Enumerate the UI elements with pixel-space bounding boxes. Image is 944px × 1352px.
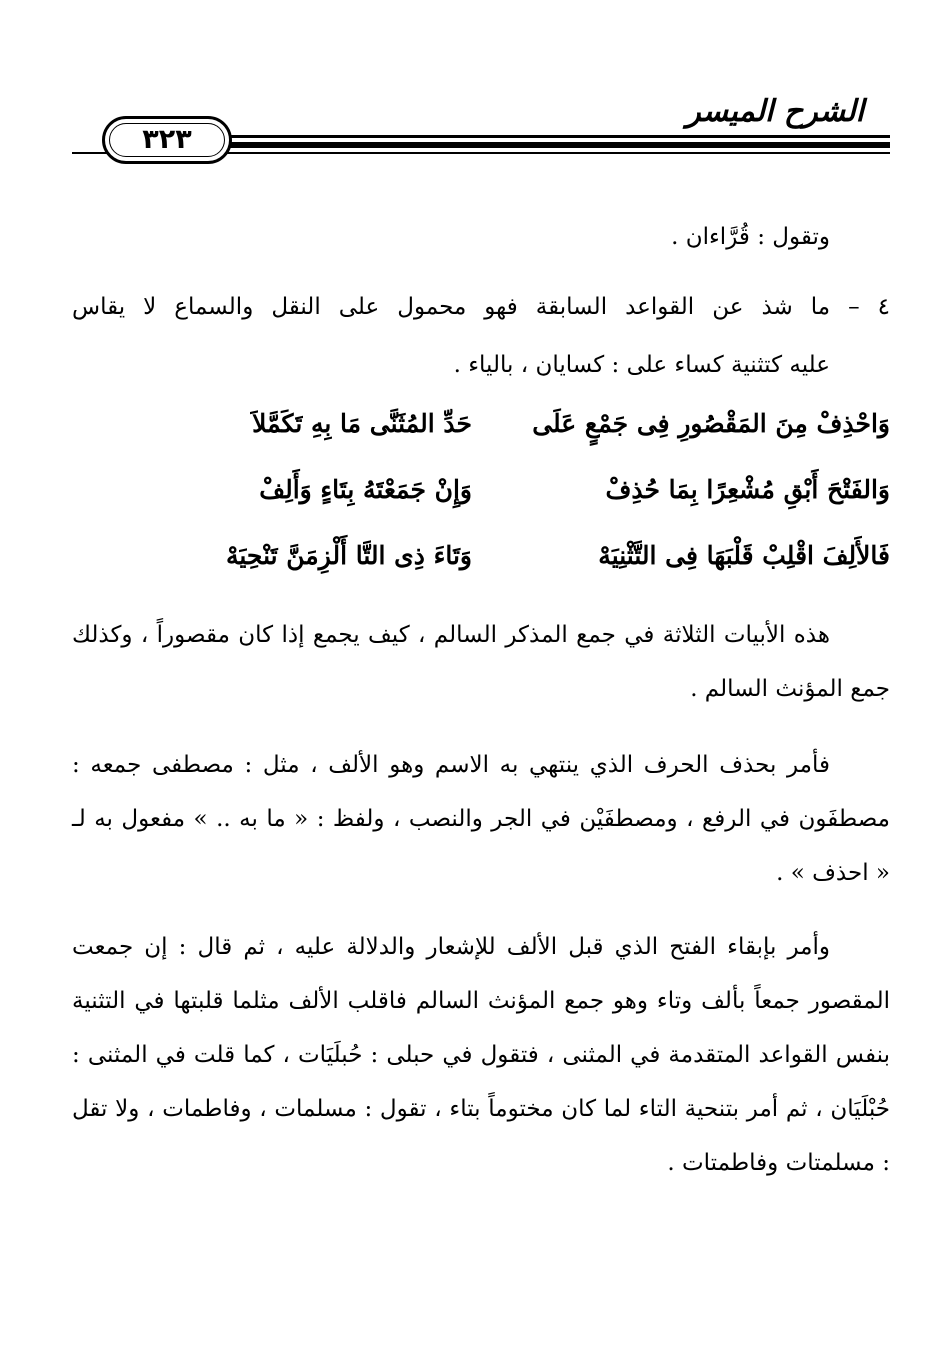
- paragraph-3: وأمر بإبقاء الفتح الذي قبل الألف للإشعار والدلالة عليه ، ثم قال : إن جمعت المقصور جمعاً بألف وتاء وهو جمع المؤنث السالم فاقلب الألف مثلما قلبتها في التثنية بنفس القواعد المتقدمة في المثنى ، فتقول في حبلى : حُبلَيَات ، كما قلت في المثنى : حُبْلَيَان ، ثم أمر بتنحية التاء لما كان مختوماً بتاء ، تقول : مسلمات ، وفاطمات ، ولا تقل : مسلمتات وفاطمتات .: [72, 934, 890, 1176]
- verse-3-first-hemistich: فَالأَلِفَ اقْلِبْ قَلْبَهَا فِى التَّثْنِيَهْ: [598, 541, 890, 570]
- verse-3: [72, 532, 890, 580]
- page-number: ٣٢٣: [102, 116, 232, 164]
- paragraph-2: فأمر بحذف الحرف الذي ينتهي به الاسم وهو الألف ، مثل : مصطفى جمعه : مصطفَون في الرفع ، ومصطفَيْن في الجر والنصب ، ولفظ : « ما به .. » مفعول به لـ « احذف » .: [72, 752, 890, 886]
- book-title: الشرح الميسر: [686, 94, 864, 129]
- verse-2: [72, 466, 890, 514]
- verse-2-second-hemistich: وَإِنْ جَمَعْتَهُ بِتَاءٍ وَأَلِفْ: [259, 475, 472, 504]
- page-header: [72, 92, 890, 172]
- intro-line: وتقول : قُرَّاءان .: [671, 224, 830, 250]
- verse-2-first-hemistich: وَالفَتْحَ أَبْقِ مُشْعِرًا بِمَا حُذِفْ: [605, 475, 890, 504]
- verse-3-second-hemistich: وَتَاءَ ذِى التَّا أَلْزِمَنَّ تَنْحِيَهْ: [225, 541, 472, 570]
- paragraph-1: هذه الأبيات الثلاثة في جمع المذكر السالم ، كيف يجمع إذا كان مقصوراً ، وكذلك جمع المؤنث السالم .: [72, 622, 890, 702]
- verse-1: [72, 400, 890, 448]
- verse-1-first-hemistich: وَاحْذِفْ مِنَ المَقْصُورِ فِى جَمْعٍ عَلَى: [532, 409, 890, 438]
- verse-1-second-hemistich: حَدِّ المُثَنَّى مَا بِهِ تَكَمَّلاَ: [252, 409, 472, 438]
- header-rule-top: [192, 135, 890, 138]
- item-4-line-2: عليه كتثنية كساء على : كسايان ، بالياء .: [453, 352, 830, 378]
- header-rule-thick: [192, 142, 890, 148]
- item-4-line-1: ٤ – ما شذ عن القواعد السابقة فهو محمول على النقل والسماع لا يقاس: [72, 294, 890, 320]
